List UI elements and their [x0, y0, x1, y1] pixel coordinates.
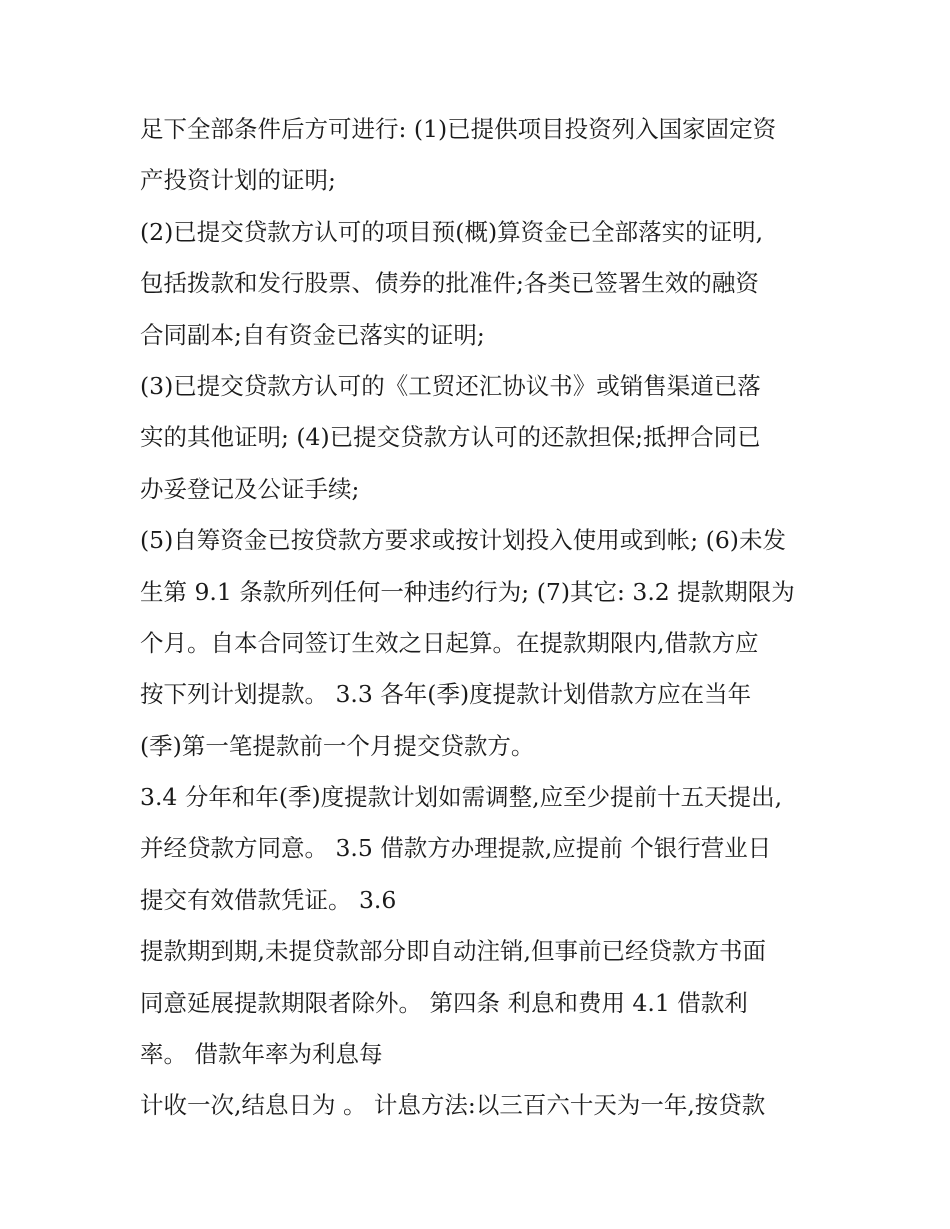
text-line: 率。 借款年率为利息每	[140, 1040, 383, 1069]
text-line: 同意延展提款期限者除外。 第四条 利息和费用 4.1 借款利	[140, 988, 748, 1017]
text-line: 合同副本;自有资金已落实的证明;	[140, 320, 485, 349]
text-line: 个月。自本合同签订生效之日起算。在提款期限内,借款方应	[140, 628, 759, 657]
text-line: 包括拨款和发行股票、债券的批准件;各类已签署生效的融资	[140, 269, 759, 298]
text-line: 提款期到期,未提贷款部分即自动注销,但事前已经贷款方书面	[140, 937, 766, 966]
text-line: 办妥登记及公证手续;	[140, 474, 360, 503]
text-line: 并经贷款方同意。 3.5 借款方办理提款,应提前 个银行营业日	[140, 834, 772, 863]
text-line: 按下列计划提款。 3.3 各年(季)度提款计划借款方应在当年	[140, 680, 752, 709]
text-line: (5)自筹资金已按贷款方要求或按计划投入使用或到帐; (6)未发	[140, 526, 786, 555]
text-line: (季)第一笔提款前一个月提交贷款方。	[140, 731, 535, 760]
text-line: (2)已提交贷款方认可的项目预(概)算资金已全部落实的证明,	[140, 217, 764, 246]
text-line: 生第 9.1 条款所列任何一种违约行为; (7)其它: 3.2 提款期限为	[140, 577, 795, 606]
text-line: (3)已提交贷款方认可的《工贸还汇协议书》或销售渠道已落	[140, 371, 761, 400]
text-line: 计收一次,结息日为 。 计息方法:以三百六十天为一年,按贷款	[140, 1091, 766, 1120]
text-line: 实的其他证明; (4)已提交贷款方认可的还款担保;抵押合同已	[140, 423, 761, 452]
text-line: 足下全部条件后方可进行: (1)已提供项目投资列入国家固定资	[140, 115, 777, 143]
text-line: 3.4 分年和年(季)度提款计划如需调整,应至少提前十五天提出,	[140, 783, 783, 812]
contract-text-body	[140, 104, 830, 1132]
text-line: 提交有效借款凭证。 3.6	[140, 885, 397, 914]
text-line: 产投资计划的证明;	[140, 166, 336, 195]
